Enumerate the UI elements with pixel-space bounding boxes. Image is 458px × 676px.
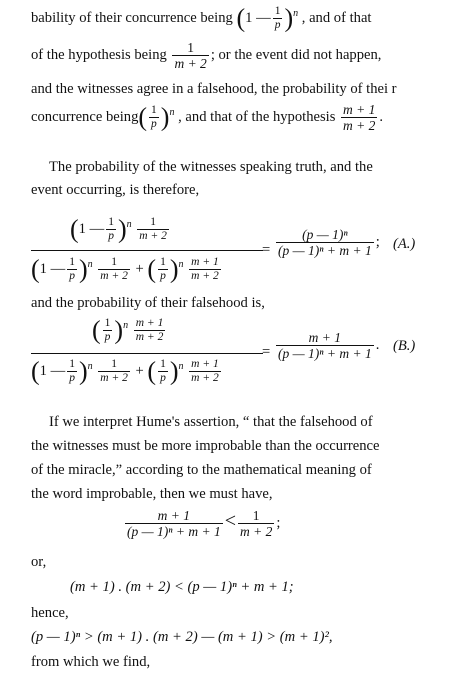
text-line [31,553,46,571]
fraction [189,256,221,283]
text-span: the witnesses must be more improbable than the occurrence [31,438,380,454]
fraction-denominator: p [274,19,281,32]
base-text: 1 — [39,362,66,379]
text-span: event occurring, is therefore, [31,182,200,198]
equation-denominator [31,256,223,283]
fraction-numerator: m + 1 [276,330,374,346]
text-line [31,437,380,455]
close-paren: ) [78,356,88,386]
text-line [31,461,372,479]
fraction-numerator: 1 [104,317,111,330]
fraction-denominator: m + 2 [139,230,167,243]
text-span: , and that of the hypothesis [178,108,336,125]
fraction-denominator: p [151,118,157,130]
fraction-denominator: (p — 1)ⁿ + m + 1 [278,243,372,258]
fraction-numerator: 1 [108,216,114,229]
fraction [149,104,159,131]
fraction [172,40,208,71]
fraction [158,358,168,385]
text-line [31,80,397,98]
fraction-numerator: m + 1 [191,358,219,371]
fraction-denominator: p [69,270,75,283]
close-paren: ) [114,315,124,345]
fraction [158,256,168,283]
fraction-denominator: p [108,230,114,243]
open-paren: ( [92,315,101,345]
fraction-bar [31,250,263,251]
close-paren: ) [78,254,88,284]
text-span: or, [31,554,47,570]
fraction [106,216,116,243]
fraction-denominator: (p — 1)ⁿ + m + 1 [278,346,372,361]
open-paren: ( [31,254,40,284]
text-line [31,604,69,622]
fraction-numerator: 1 [69,256,75,269]
exponent: n [293,8,299,19]
exponent: n [178,259,184,270]
fraction-denominator: m + 2 [191,372,219,385]
equation-label-text: (B.) [393,338,416,354]
open-paren: ( [31,356,40,386]
fraction [103,317,113,344]
text-span: ; or the event did not happen, [210,46,382,63]
text-span: the word improbable, then we must have, [31,486,273,502]
inequality-1 [123,508,280,539]
equals-sign: = [262,242,271,258]
fraction [276,330,374,361]
fraction-denominator: p [69,372,75,385]
period: . [379,108,384,125]
exponent: n [87,361,93,372]
fraction-denominator: p [104,331,111,344]
text-span: The probability of the witnesses speaking truth, and the [49,159,373,175]
fraction-numerator: 1 [69,358,75,371]
fraction-denominator: m + 2 [100,372,128,385]
equation-label-text: (A.) [393,236,416,252]
fraction-denominator: m + 2 [135,331,164,344]
equation-label [393,337,415,355]
semicolon: ; [375,233,380,250]
open-paren: ( [236,3,246,33]
fraction-denominator: m + 2 [191,270,219,283]
equation-equals [262,241,270,259]
fraction-numerator: 1 [172,40,208,56]
fraction-numerator: m + 1 [191,256,219,269]
text-span: concurrence being [31,108,139,125]
open-paren: ( [147,356,157,386]
fraction [67,358,77,385]
fraction-denominator: m + 2 [174,56,207,71]
math-text: (m + 1) . (m + 2) < (p — 1)ⁿ + m + 1; [70,579,294,595]
text-line [31,40,381,71]
fraction [67,256,77,283]
equation-rhs [274,227,380,258]
fraction [273,5,283,32]
open-paren: ( [138,102,148,132]
base-text: 1 — [78,220,105,237]
text-span: and the probability of their falsehood is, [31,295,265,311]
fraction-numerator: 1 [137,216,169,230]
text-span: of the miracle,” according to the mathematical meaning of [31,462,372,478]
fraction [276,227,374,258]
fraction-numerator: m + 1 [343,102,376,117]
exponent: n [126,219,132,230]
close-paren: ) [117,214,127,244]
text-line [31,5,371,32]
fraction-numerator: 1 [160,256,166,269]
fraction [98,358,130,385]
semicolon: ; [276,514,281,531]
text-span: If we interpret Hume's assertion, “ that the falsehood of [49,414,373,430]
exponent: n [178,361,184,372]
equation-numerator [92,317,167,344]
equation-numerator [70,216,171,243]
exponent: n [87,259,93,270]
text-span: hence, [31,605,69,621]
close-paren: ) [169,356,179,386]
fraction-denominator: m + 2 [343,118,376,133]
plus-sign: + [135,260,144,277]
text-span: from which we find, [31,654,151,670]
text-span: and the witnesses agree in a falsehood, the probability of thei r [31,81,397,97]
fraction-numerator: m + 1 [125,508,223,524]
text-span: , and of that [301,9,372,26]
fraction [189,358,221,385]
text-line [49,413,373,431]
fraction-numerator: 1 [151,104,157,116]
text-line [31,181,199,199]
open-paren: ( [147,254,157,284]
text-line [31,294,265,312]
fraction-numerator: 1 [238,508,274,524]
fraction-numerator: 1 [98,358,130,372]
fraction-bar [31,353,263,354]
fraction-denominator: p [160,372,166,385]
fraction-numerator: 1 [98,256,130,270]
exponent: n [169,106,175,118]
fraction-numerator: 1 [160,358,166,371]
fraction-denominator: m + 2 [240,524,273,539]
fraction [98,256,130,283]
fraction [125,508,223,539]
inequality-2 [70,578,294,596]
fraction-numerator: m + 1 [135,317,164,330]
text-line [31,653,150,671]
math-text: (p — 1)ⁿ > (m + 1) . (m + 2) — (m + 1) > (m + 1)², [31,629,333,645]
exponent: n [123,320,129,331]
fraction-denominator: p [160,270,166,283]
base-text: 1 — [39,260,66,277]
fraction-denominator: (p — 1)ⁿ + m + 1 [127,524,221,539]
fraction [137,216,169,243]
close-paren: ) [169,254,179,284]
equation-label [393,235,415,253]
equation-rhs [274,330,379,361]
text-span: bability of their concurrence being [31,9,233,26]
text-line [31,485,273,503]
fraction-numerator: 1 [274,5,281,18]
close-paren: ) [160,102,170,132]
fraction [134,317,166,344]
base-text: 1 — [245,9,271,26]
less-than-sign: < [224,509,236,532]
inequality-3 [31,628,333,646]
text-span: of the hypothesis being [31,46,167,63]
fraction-denominator: m + 2 [100,270,128,283]
equals-sign: = [262,344,271,360]
fraction-numerator: (p — 1)ⁿ [276,227,374,243]
close-paren: ) [284,3,294,33]
text-line [49,158,373,176]
text-line [31,102,383,133]
period: . [375,336,380,353]
fraction [341,102,377,133]
fraction [238,508,274,539]
equation-equals [262,343,270,361]
open-paren: ( [70,214,79,244]
plus-sign: + [135,362,144,379]
equation-denominator [31,358,223,385]
